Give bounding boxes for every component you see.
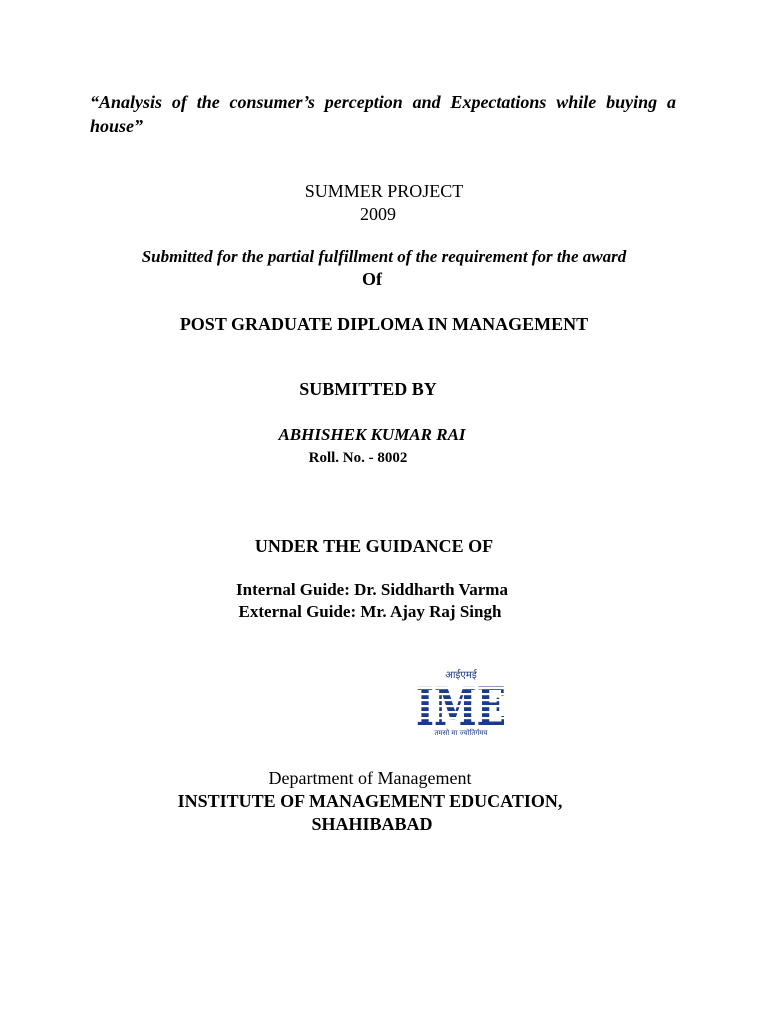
roll-number: Roll. No. - 8002 — [308, 450, 408, 466]
project-label: SUMMER PROJECT — [304, 181, 464, 201]
internal-guide: Internal Guide: Dr. Siddharth Varma — [236, 580, 508, 599]
project-title: “Analysis of the consumer’s perception and Expectations while buying a house” — [90, 92, 676, 136]
author-name: ABHISHEK KUMAR RAI — [278, 425, 466, 444]
institution-city: SHAHIBABAD — [311, 814, 433, 834]
submission-line: Submitted for the partial fulfillment of the requirement for the award — [141, 247, 627, 266]
submission-of: Of — [362, 269, 382, 289]
submitted-by-heading: SUBMITTED BY — [299, 379, 437, 399]
guidance-heading: UNDER THE GUIDANCE OF — [254, 536, 494, 556]
program-name: POST GRADUATE DIPLOMA IN MANAGEMENT — [179, 314, 589, 334]
logo-hindi-top: आईएमई — [445, 670, 477, 681]
project-year: 2009 — [360, 204, 396, 224]
logo-hindi-bottom: तमसो मा ज्योतिर्गमय — [434, 729, 488, 737]
department: Department of Management — [268, 768, 472, 788]
institution-name: INSTITUTE OF MANAGEMENT EDUCATION, — [177, 791, 563, 811]
ime-logo-icon — [414, 667, 508, 737]
external-guide: External Guide: Mr. Ajay Raj Singh — [238, 602, 502, 621]
